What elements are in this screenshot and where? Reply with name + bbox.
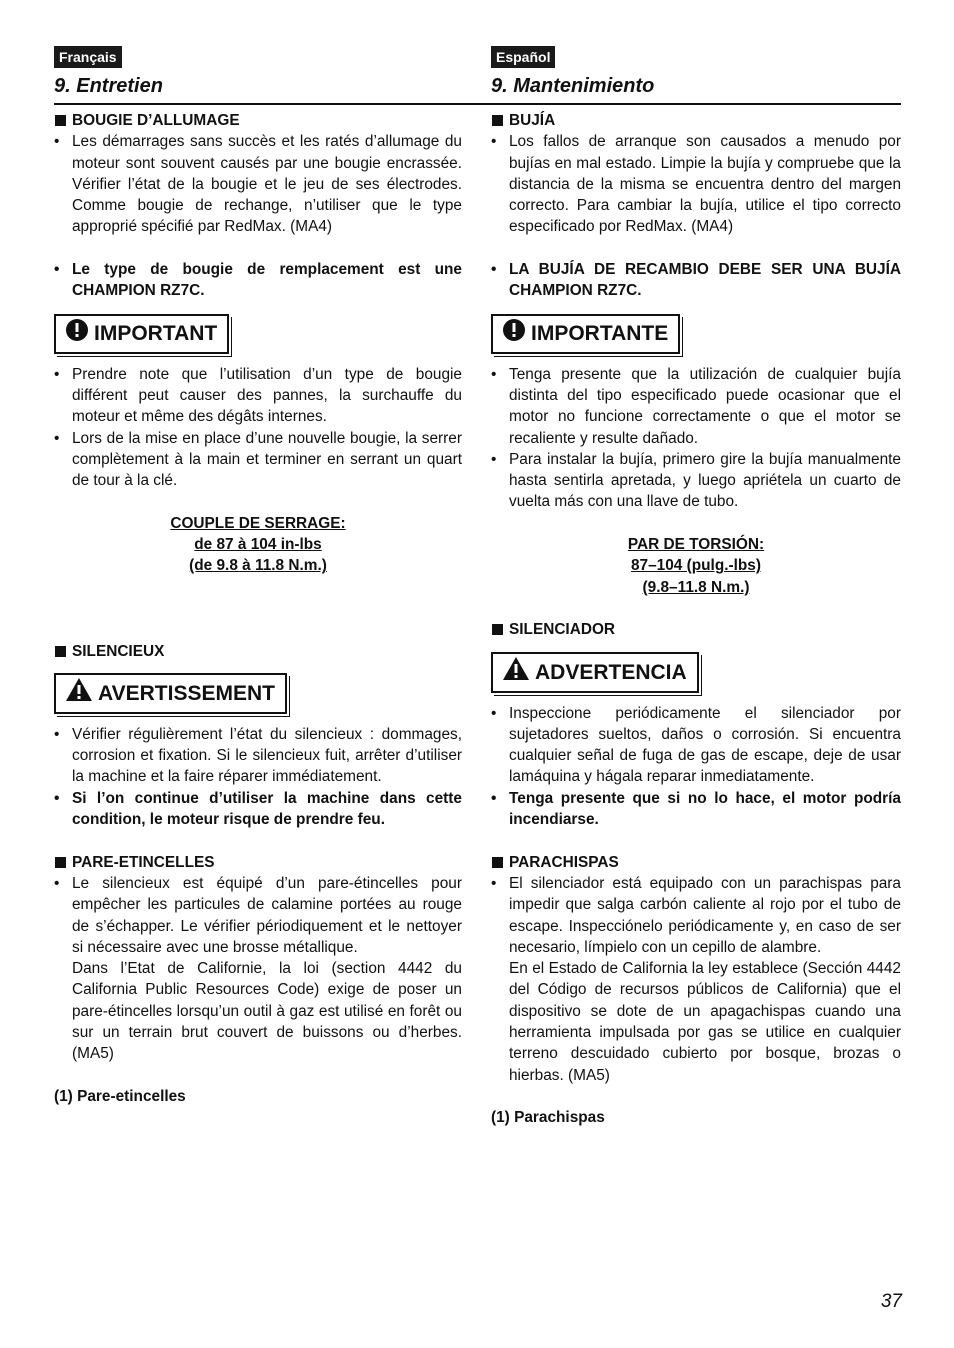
paragraph: Dans l’Etat de Californie, la loi (section 4442 du California Public Resources Code) exige de poser un pare-étincelles lorsqu’un outil à gaz est utilisé en forêt ou sur un terrain brut couvert de buissons ou d’herbes. (MA5) <box>72 960 462 1063</box>
bullet-paragraph: • Le silencieux est équipé d’un pare-étincelles pour empêcher les particules de calamine portées au rouge de s’échapper. Le vérifier périodiquement et le nettoyer si nécessaire avec une brosse métallique. <box>54 874 462 956</box>
important-callout: IMPORTANT <box>54 314 229 354</box>
exclamation-icon <box>66 319 88 349</box>
torque-spec-line: PAR DE TORSIÓN: <box>627 536 765 554</box>
square-bullet-icon <box>55 115 66 126</box>
bullet-paragraph: • Les démarrages sans succès et les ratés d’allumage du moteur sont souvent causés par une bougie encrassée. Vérifier l’état de la bougie et le jeu de ses électrodes. Comme bougie de rechange, n’utiliser que le type approprié spécifié par RedMax. (MA4) <box>54 133 462 236</box>
section-heading-muffler: SILENCIADOR <box>491 619 901 640</box>
square-bullet-icon <box>492 624 503 635</box>
square-bullet-icon <box>55 646 66 657</box>
bullet-paragraph: • Le type de bougie de remplacement est une CHAMPION RZ7C. <box>54 261 462 300</box>
section-title: 9. Entretien <box>54 75 163 97</box>
spanish-column <box>491 46 901 1128</box>
torque-spec-line: de 87 à 104 in-lbs <box>194 536 322 554</box>
bullet-paragraph: • El silenciador está equipado con un parachispas para impedir que salga carbón caliente al rojo por el tubo de escape. Inspecciónelo periódicamente y, en caso de ser necesario, límpielo con un cepillo de alambre. <box>491 874 901 956</box>
french-column <box>54 46 462 1107</box>
bullet-paragraph: • Vérifier régulièrement l’état du silencieux : dommages, corrosion et fixation. Si le silencieux fuit, arrêter d’utiliser la machine et la faire réparer immédiatement. <box>54 725 462 786</box>
section-heading-muffler: SILENCIEUX <box>54 641 462 662</box>
bullet-paragraph: • Tenga presente que la utilización de cualquier bujía distinta del tipo especificado puede ocasionar que el motor no funcione correctamente o que el motor se recaliente y resulte dañado. <box>491 365 901 447</box>
square-bullet-icon <box>492 115 503 126</box>
exclamation-icon <box>503 319 525 349</box>
bullet-paragraph: • LA BUJÍA DE RECAMBIO DEBE SER UNA BUJÍA CHAMPION RZ7C. <box>491 261 901 300</box>
bullet-paragraph: • Lors de la mise en place d’une nouvelle bougie, la serrer complètement à la main et terminer en serrant un quart de tour à la clé. <box>54 429 462 490</box>
bullet-paragraph: • Tenga presente que si no lo hace, el motor podría incendiarse. <box>491 789 901 829</box>
language-tag: Español <box>491 46 555 68</box>
warning-callout: AVERTISSEMENT <box>54 673 287 714</box>
torque-spec-line: 87–104 (pulg.-lbs) <box>630 557 761 575</box>
bullet-paragraph: • Inspeccione periódicamente el silenciador por sujetadores sueltos, daños o corrosión. Si encuentra cualquier señal de fuga de gas de escape, deje de usar lamáquina y hágala reparar inmediatamente. <box>491 704 901 786</box>
section-title: 9. Mantenimiento <box>491 75 655 97</box>
torque-spec-line: (9.8–11.8 N.m.) <box>642 578 750 596</box>
bullet-paragraph: • Si l’on continue d’utiliser la machine dans cette condition, le moteur risque de prendre feu. <box>54 789 462 829</box>
square-bullet-icon <box>55 857 66 868</box>
paragraph: En el Estado de California la ley establece (Sección 4442 del Código de recursos públicos de California) que el dispositivo se dote de un apagachispas cuando una herramienta impulsada por gas se utilice en cualquier terreno descuidado cubierto por bosque, brozas o hierbas. (MA5) <box>509 960 901 1084</box>
bullet-paragraph: • Para instalar la bujía, primero gire la bujía manualmente hasta sentirla apretada, y luego apriétela un cuarto de vuelta más con una llave de tubo. <box>491 450 901 511</box>
torque-spec-line: (de 9.8 à 11.8 N.m.) <box>189 557 327 575</box>
warning-triangle-icon <box>66 678 92 709</box>
important-callout: IMPORTANTE <box>491 314 680 354</box>
language-tag: Français <box>54 46 122 68</box>
figure-caption: (1) Pare-etincelles <box>54 1087 186 1105</box>
section-heading-spark-plug: BUJÍA <box>491 110 901 131</box>
section-heading-spark-arrestor: PARACHISPAS <box>491 852 901 873</box>
section-heading-spark-arrestor: PARE-ETINCELLES <box>54 852 462 873</box>
square-bullet-icon <box>492 857 503 868</box>
warning-triangle-icon <box>503 657 529 688</box>
page-number: 37 <box>880 1291 902 1312</box>
bullet-paragraph: • Los fallos de arranque son causados a menudo por bujías en mal estado. Limpie la bujía y compruebe que la distancia de la misma se encuentra dentro del margen correcto. Para cambiar la bujía, utilice el tipo correcto especificado por RedMax. (MA4) <box>491 133 901 236</box>
figure-caption: (1) Parachispas <box>491 1109 605 1127</box>
torque-spec-line: COUPLE DE SERRAGE: <box>170 514 346 532</box>
warning-callout: ADVERTENCIA <box>491 652 699 693</box>
section-heading-spark-plug: BOUGIE D’ALLUMAGE <box>54 110 462 131</box>
bullet-paragraph: • Prendre note que l’utilisation d’un type de bougie différent peut causer des pannes, la surchauffe du moteur et même des dégâts internes. <box>54 365 462 426</box>
